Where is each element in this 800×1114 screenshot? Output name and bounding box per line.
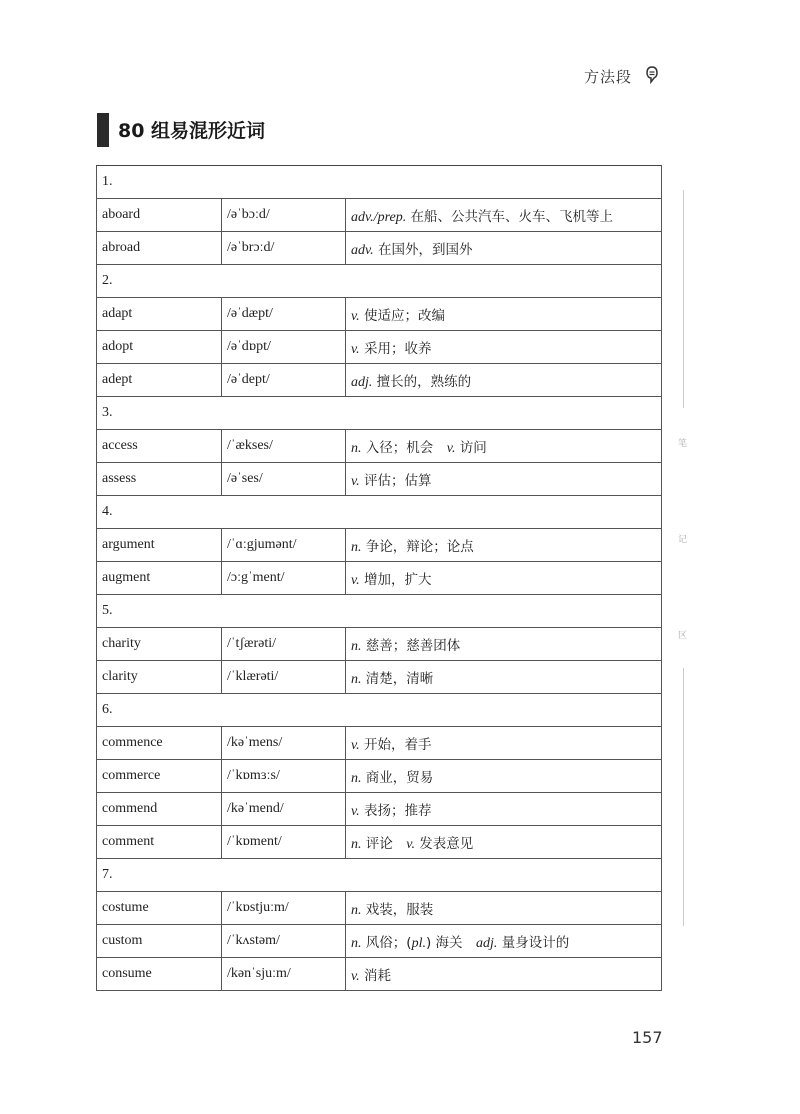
phonetic: /əˈbrɔːd/ xyxy=(222,232,346,265)
meaning: 风俗；( xyxy=(361,934,412,951)
word: costume xyxy=(97,892,222,925)
word-row xyxy=(97,331,662,364)
notes-label-2: 记 xyxy=(678,535,688,545)
phonetic: /ˈɑːgjumənt/ xyxy=(222,529,346,562)
word: comment xyxy=(97,826,222,859)
word: consume xyxy=(97,958,222,991)
part-of-speech: v. xyxy=(351,803,360,819)
word-row xyxy=(97,727,662,760)
word-row xyxy=(97,562,662,595)
group-number: 7. xyxy=(97,859,662,892)
definition xyxy=(346,760,662,793)
part-of-speech: n. xyxy=(351,902,362,918)
meaning: 争论，辩论；论点 xyxy=(361,538,474,555)
page-title: 80 组易混形近词 xyxy=(118,120,266,142)
phonetic: /ˈkɒmɜːs/ xyxy=(222,760,346,793)
phonetic: /əˈses/ xyxy=(222,463,346,496)
group-number: 1. xyxy=(97,166,662,199)
vocabulary-table xyxy=(96,165,662,991)
definition xyxy=(346,826,662,859)
part-of-speech: n. xyxy=(351,539,362,555)
word-row xyxy=(97,892,662,925)
word: custom xyxy=(97,925,222,958)
group-number: 6. xyxy=(97,694,662,727)
definition xyxy=(346,529,662,562)
meaning: 采用；收养 xyxy=(359,340,432,357)
group-row xyxy=(97,397,662,430)
word: charity xyxy=(97,628,222,661)
part-of-speech: v. xyxy=(351,473,360,489)
definition xyxy=(346,298,662,331)
group-number: 2. xyxy=(97,265,662,298)
group-row xyxy=(97,496,662,529)
meaning: 发表意见 xyxy=(414,835,474,852)
part-of-speech: v. xyxy=(351,968,360,984)
phonetic: /ɔːgˈment/ xyxy=(222,562,346,595)
meaning: 评估；估算 xyxy=(359,472,432,489)
phonetic: /əˈdæpt/ xyxy=(222,298,346,331)
section-title: 方法段 xyxy=(584,68,633,86)
group-row xyxy=(97,694,662,727)
word-row xyxy=(97,628,662,661)
meaning: 量身设计的 xyxy=(497,934,570,951)
meaning: 入径；机会 xyxy=(361,439,447,456)
phonetic: /kəˈmend/ xyxy=(222,793,346,826)
definition xyxy=(346,562,662,595)
part-of-speech: adj. xyxy=(476,935,498,951)
part-of-speech: n. xyxy=(351,770,362,786)
group-row xyxy=(97,859,662,892)
word-row xyxy=(97,925,662,958)
word-row xyxy=(97,760,662,793)
meaning: 擅长的，熟练的 xyxy=(372,373,472,390)
definition xyxy=(346,430,662,463)
phonetic: /ˈklærəti/ xyxy=(222,661,346,694)
word: assess xyxy=(97,463,222,496)
meaning: 慈善；慈善团体 xyxy=(361,637,461,654)
phonetic: /ˈkʌstəm/ xyxy=(222,925,346,958)
notes-divider-bottom xyxy=(683,668,684,926)
definition xyxy=(346,958,662,991)
word: aboard xyxy=(97,199,222,232)
word: commence xyxy=(97,727,222,760)
word-row xyxy=(97,958,662,991)
word-row xyxy=(97,826,662,859)
part-of-speech: v. xyxy=(406,836,415,852)
part-of-speech: adj. xyxy=(351,374,373,390)
definition xyxy=(346,199,662,232)
phonetic: /əˈbɔːd/ xyxy=(222,199,346,232)
part-of-speech: adv. xyxy=(351,242,374,258)
definition xyxy=(346,892,662,925)
part-of-speech: v. xyxy=(351,572,360,588)
part-of-speech: adv./prep. xyxy=(351,209,407,225)
meaning: 使适应；改编 xyxy=(359,307,445,324)
meaning: 在国外，到国外 xyxy=(373,241,473,258)
word: commend xyxy=(97,793,222,826)
notes-label-3: 区 xyxy=(678,631,688,641)
meaning: 商业，贸易 xyxy=(361,769,434,786)
meaning: 表扬；推荐 xyxy=(359,802,432,819)
definition xyxy=(346,727,662,760)
phonetic: /kənˈsjuːm/ xyxy=(222,958,346,991)
definition xyxy=(346,364,662,397)
phonetic: /ˈkɒment/ xyxy=(222,826,346,859)
word: abroad xyxy=(97,232,222,265)
meaning: 访问 xyxy=(455,439,487,456)
word-row xyxy=(97,793,662,826)
word-row xyxy=(97,529,662,562)
meaning: ) 海关 xyxy=(425,934,477,951)
part-of-speech: n. xyxy=(351,638,362,654)
phonetic: /əˈdept/ xyxy=(222,364,346,397)
word: augment xyxy=(97,562,222,595)
part-of-speech: v. xyxy=(351,308,360,324)
title-accent-bar xyxy=(97,113,109,147)
phonetic: /ˈkɒstjuːm/ xyxy=(222,892,346,925)
part-of-speech: n. xyxy=(351,440,362,456)
group-number: 3. xyxy=(97,397,662,430)
notes-label-1: 笔 xyxy=(678,439,688,449)
word-row xyxy=(97,661,662,694)
page-number: 157 xyxy=(632,1028,663,1047)
part-of-speech: v. xyxy=(446,440,456,456)
group-row xyxy=(97,166,662,199)
word-row xyxy=(97,430,662,463)
word-row xyxy=(97,199,662,232)
word-row xyxy=(97,232,662,265)
definition xyxy=(346,661,662,694)
word-row xyxy=(97,463,662,496)
word: access xyxy=(97,430,222,463)
part-of-speech: n. xyxy=(351,935,362,951)
word-row xyxy=(97,298,662,331)
word: clarity xyxy=(97,661,222,694)
part-of-speech: n. xyxy=(351,836,362,852)
group-row xyxy=(97,265,662,298)
definition xyxy=(346,628,662,661)
notes-divider-top xyxy=(683,190,684,408)
part-of-speech: v. xyxy=(351,737,360,753)
word-row xyxy=(97,364,662,397)
speech-bubble-icon xyxy=(646,66,658,84)
part-of-speech: n. xyxy=(351,671,362,687)
part-of-speech: pl. xyxy=(411,935,426,951)
definition xyxy=(346,331,662,364)
phonetic: /əˈdɒpt/ xyxy=(222,331,346,364)
group-row xyxy=(97,595,662,628)
meaning: 清楚，清晰 xyxy=(361,670,434,687)
group-number: 5. xyxy=(97,595,662,628)
word: adopt xyxy=(97,331,222,364)
definition xyxy=(346,925,662,958)
meaning: 戏装，服装 xyxy=(361,901,434,918)
word: argument xyxy=(97,529,222,562)
definition xyxy=(346,463,662,496)
word: adept xyxy=(97,364,222,397)
part-of-speech: v. xyxy=(351,341,360,357)
group-number: 4. xyxy=(97,496,662,529)
meaning: 在船、公共汽车、火车、飞机等上 xyxy=(406,208,614,225)
word: adapt xyxy=(97,298,222,331)
definition xyxy=(346,232,662,265)
phonetic: /kəˈmens/ xyxy=(222,727,346,760)
meaning: 增加，扩大 xyxy=(359,571,432,588)
definition xyxy=(346,793,662,826)
meaning: 消耗 xyxy=(359,967,391,984)
meaning: 开始，着手 xyxy=(359,736,432,753)
phonetic: /ˈækses/ xyxy=(222,430,346,463)
meaning: 评论 xyxy=(361,835,407,852)
phonetic: /ˈtʃærəti/ xyxy=(222,628,346,661)
word: commerce xyxy=(97,760,222,793)
